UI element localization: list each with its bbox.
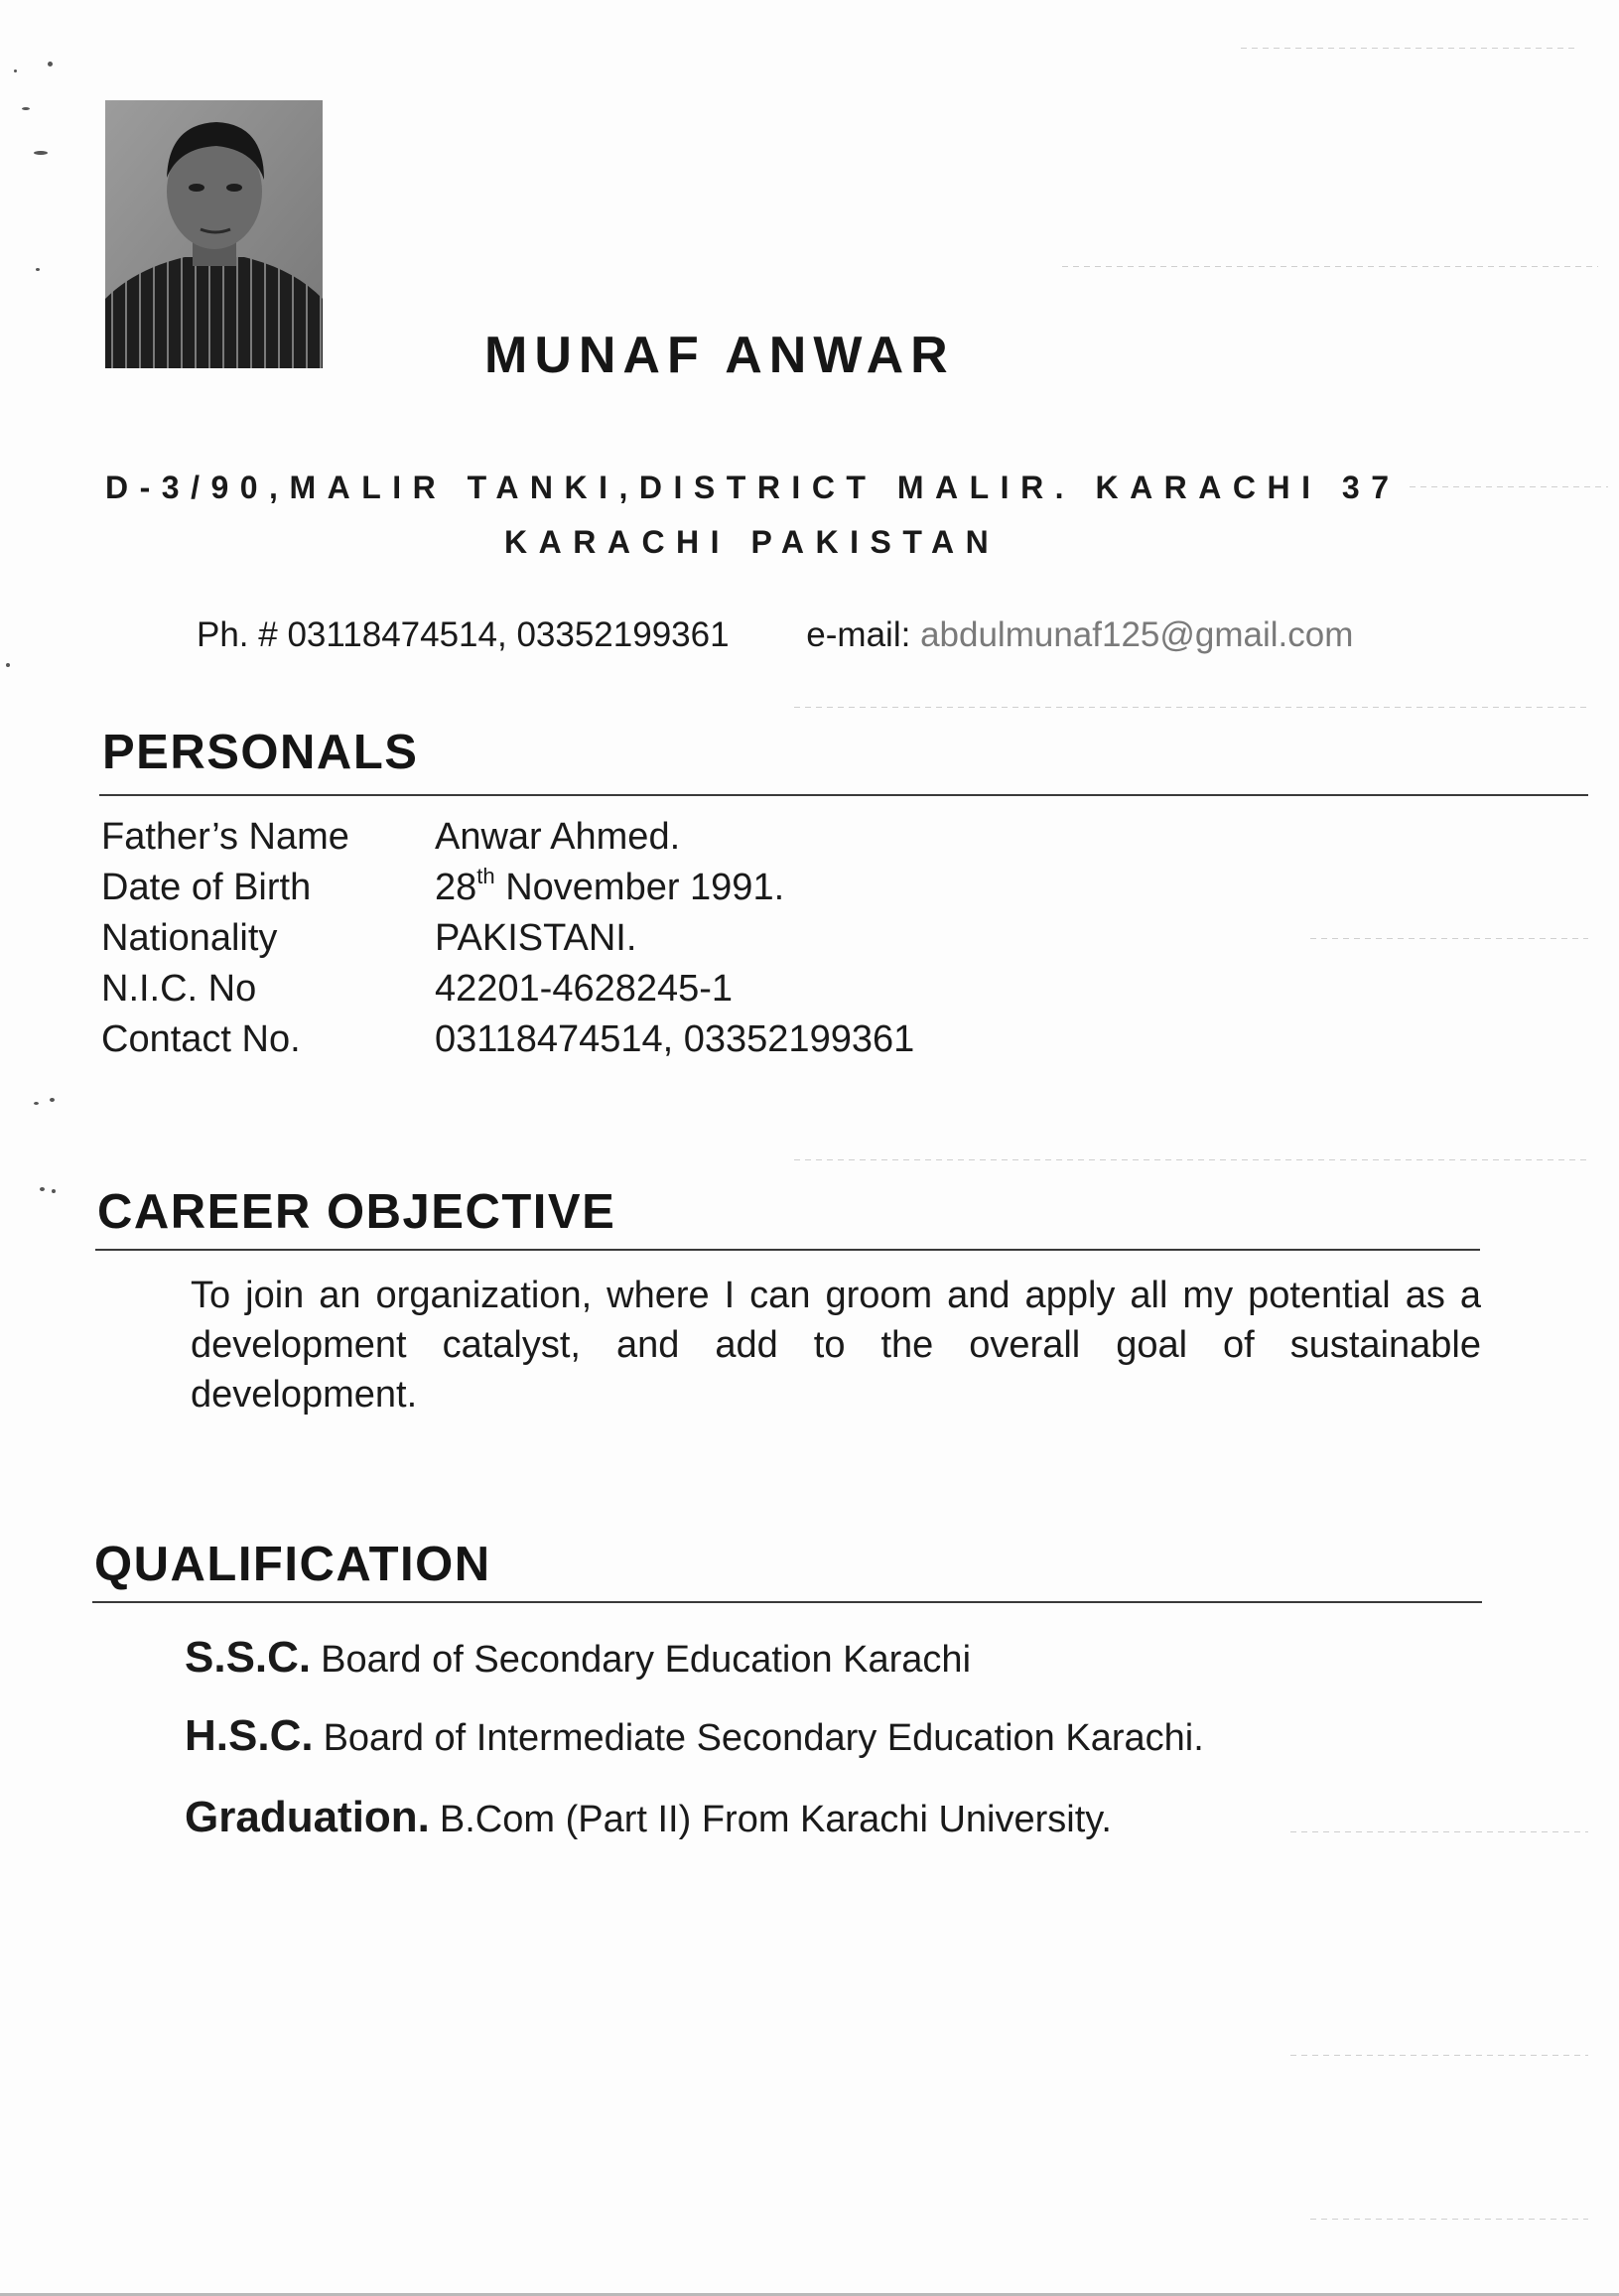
email-link[interactable]: abdulmunaf125@gmail.com (920, 615, 1354, 654)
scan-artifact-line (794, 1159, 1588, 1160)
dob-day: 28 (435, 867, 477, 908)
scan-artifact-line (1062, 266, 1598, 267)
row-value: 03118474514, 03352199361 (435, 1018, 915, 1060)
section-title-qualification: QUALIFICATION (94, 1538, 491, 1591)
address-line-1: D-3/90,MALIR TANKI,DISTRICT MALIR. KARACHI 37 (105, 470, 1401, 505)
section-title-personals: PERSONALS (102, 726, 419, 779)
section-divider (92, 1601, 1482, 1603)
phone-numbers: 03118474514, 03352199361 (287, 615, 730, 654)
personals-row (101, 964, 914, 1014)
row-value (435, 863, 784, 913)
section-divider (99, 794, 1588, 796)
phone-label: Ph. # (197, 615, 278, 654)
scan-artifact-line (1410, 486, 1608, 487)
scan-speck (34, 151, 48, 155)
section-title-career-objective: CAREER OBJECTIVE (97, 1185, 616, 1239)
personals-row (101, 812, 914, 863)
row-label: Father’s Name (101, 816, 349, 858)
dob-rest: November 1991. (494, 867, 785, 908)
scan-speck (22, 107, 30, 110)
row-label: Nationality (101, 917, 278, 959)
row-value: PAKISTANI. (435, 917, 637, 959)
scan-artifact-line (1290, 2055, 1588, 2056)
candidate-name: MUNAF ANWAR (484, 327, 955, 384)
row-value: 42201-4628245-1 (435, 968, 734, 1010)
qualification-text: Board of Intermediate Secondary Education Karachi. (323, 1717, 1204, 1759)
scan-speck (40, 1187, 45, 1191)
qualification-key: Graduation. (185, 1793, 430, 1841)
scan-artifact-line (1241, 48, 1578, 49)
scan-artifact-line (1310, 2219, 1588, 2220)
scan-speck (6, 663, 10, 667)
personals-table (101, 812, 914, 1065)
address-line-2: KARACHI PAKISTAN (504, 524, 1001, 560)
qualification-item (185, 1711, 1204, 1761)
career-objective-text: To join an organization, where I can groom and apply all my potential as a development catalyst, and add to the overall goal of sustainable development. (191, 1275, 1481, 1416)
scan-artifact-line (1290, 1831, 1588, 1832)
qualification-text: B.Com (Part II) From Karachi University. (439, 1799, 1112, 1840)
personals-row (101, 913, 914, 964)
scan-speck (14, 69, 17, 72)
email-label: e-mail: (806, 615, 911, 654)
qualification-item (185, 1793, 1112, 1842)
personals-row (101, 1014, 914, 1065)
scan-artifact-line (1310, 938, 1588, 939)
row-label: Date of Birth (101, 867, 312, 908)
row-label: Contact No. (101, 1018, 301, 1060)
scan-speck (52, 1189, 56, 1193)
contact-line (197, 615, 1353, 655)
profile-photo (105, 100, 323, 368)
scan-speck (50, 1098, 55, 1102)
dob-suffix: th (476, 864, 495, 888)
scan-artifact-line (794, 707, 1588, 708)
row-value: Anwar Ahmed. (435, 816, 681, 858)
scan-speck (36, 268, 40, 271)
row-label: N.I.C. No (101, 968, 257, 1010)
qualification-key: H.S.C. (185, 1711, 314, 1760)
scan-speck (48, 62, 53, 67)
scan-speck (34, 1102, 39, 1105)
qualification-item (185, 1633, 971, 1683)
personals-row (101, 863, 914, 913)
qualification-key: S.S.C. (185, 1633, 312, 1682)
qualification-text: Board of Secondary Education Karachi (321, 1639, 972, 1681)
section-divider (95, 1249, 1480, 1251)
